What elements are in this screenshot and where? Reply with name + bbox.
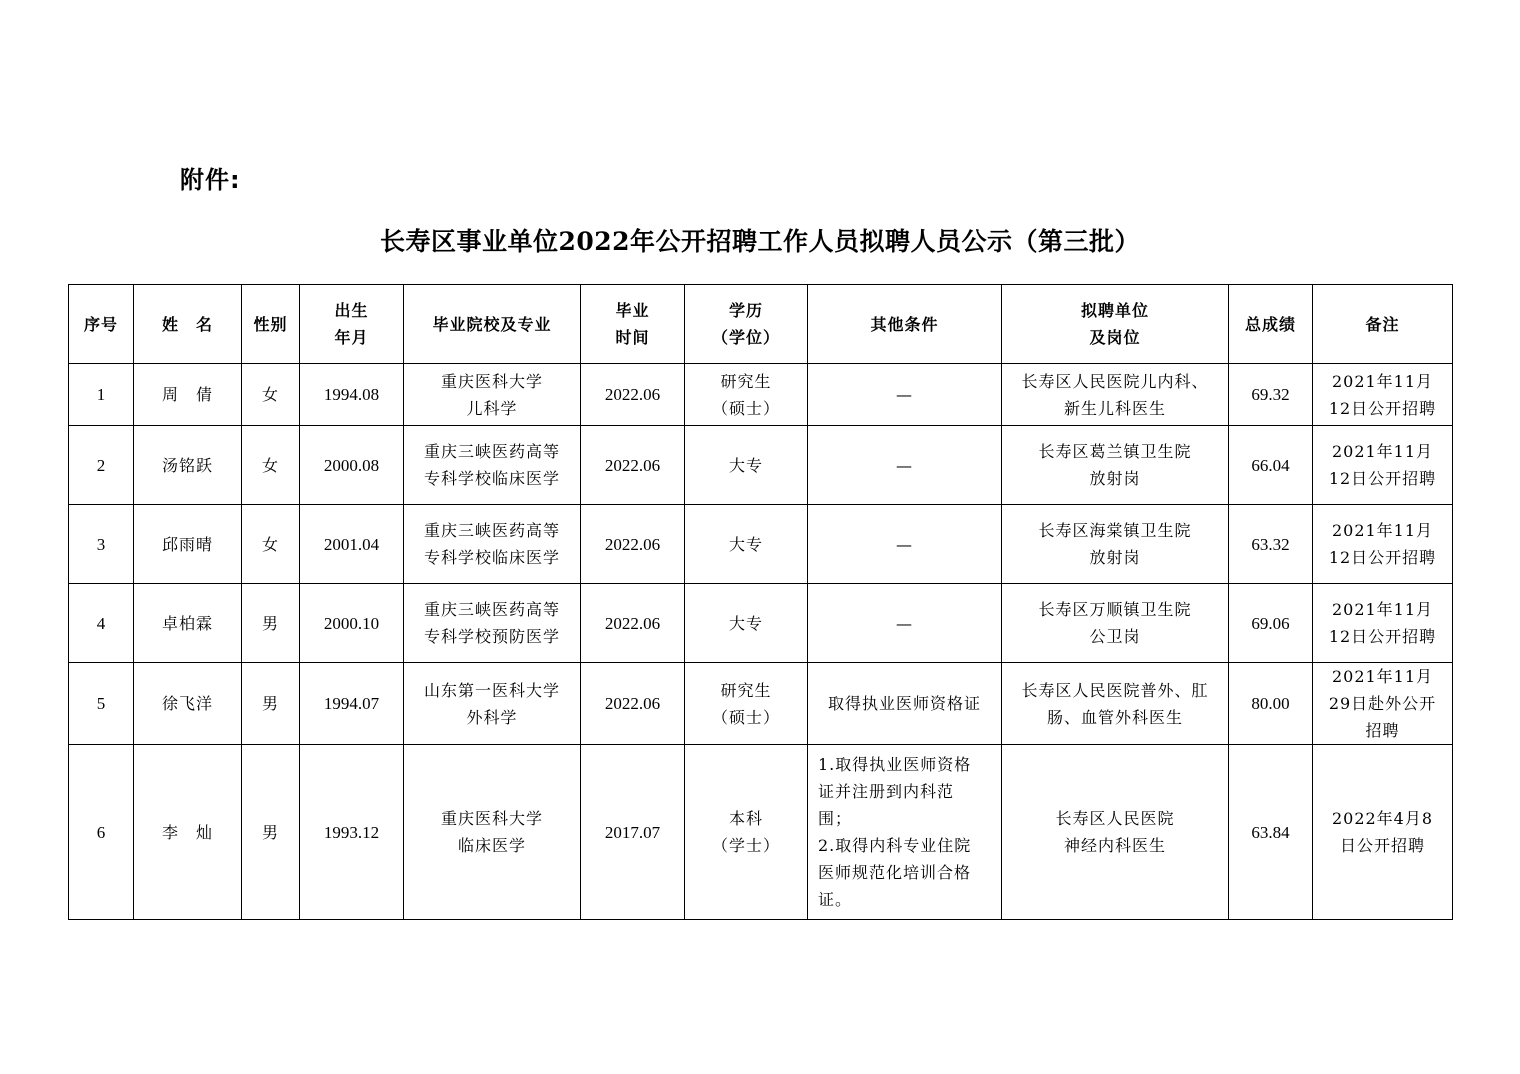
cell-unit-position — [1002, 584, 1229, 663]
cell-line: 重庆三峡医药高等 — [423, 521, 560, 540]
cell-line: 长寿区人民医院儿内科、 — [1021, 371, 1209, 391]
cell-line: 2021年11月 — [1331, 600, 1434, 619]
cell-remarks — [1313, 663, 1453, 745]
col-header-grad-date — [581, 285, 685, 364]
roster-table — [68, 284, 1453, 920]
col-header-school — [404, 285, 581, 364]
cell-birth: 1994.08 — [300, 364, 404, 426]
cell-grad-date: 2022.06 — [581, 584, 685, 663]
cell-line: 2022年4月8 — [1331, 809, 1434, 828]
cell-line: 围； — [818, 809, 853, 828]
cell-line: 长寿区葛兰镇卫生院 — [1038, 442, 1192, 461]
cell-birth: 2000.08 — [300, 426, 404, 505]
cell-line: — — [896, 455, 913, 475]
cell-line: 重庆医科大学 — [440, 371, 543, 391]
cell-line: 长寿区海棠镇卫生院 — [1038, 521, 1192, 540]
cell-line: 大专 — [728, 613, 763, 633]
cell-line: 重庆三峡医药高等 — [423, 600, 560, 619]
cell-no: 1 — [69, 364, 134, 426]
cell-grad-date: 2022.06 — [581, 505, 685, 584]
cell-line: 放射岗 — [1089, 469, 1141, 488]
header-line: 学历 — [728, 301, 763, 320]
cell-line: 儿科学 — [466, 398, 518, 418]
cell-line: 2021年11月 — [1331, 442, 1434, 461]
cell-line: 重庆医科大学 — [440, 809, 543, 828]
cell-degree — [685, 584, 808, 663]
header-line: （学位） — [711, 328, 780, 347]
header-line: 时间 — [615, 328, 650, 347]
header-line: 出生 — [334, 301, 369, 320]
cell-gender: 女 — [242, 426, 300, 505]
col-header-no — [69, 285, 134, 364]
cell-birth: 2000.10 — [300, 584, 404, 663]
cell-no: 6 — [69, 745, 134, 920]
cell-line: （硕士） — [711, 398, 780, 418]
cell-grad-date: 2022.06 — [581, 663, 685, 745]
cell-line: 专科学校预防医学 — [423, 627, 560, 646]
cell-name: 邱雨晴 — [134, 505, 242, 584]
cell-grad-date: 2017.07 — [581, 745, 685, 920]
cell-remarks — [1313, 426, 1453, 505]
table-row — [69, 364, 1453, 426]
col-header-name — [134, 285, 242, 364]
cell-line: 12日公开招聘 — [1328, 627, 1437, 646]
cell-line: 2021年11月 — [1331, 667, 1434, 686]
cell-birth: 1994.07 — [300, 663, 404, 745]
cell-name: 周 倩 — [134, 364, 242, 426]
header-line: 备注 — [1365, 314, 1400, 334]
cell-line: 放射岗 — [1089, 548, 1141, 567]
cell-other-conditions — [808, 663, 1002, 745]
cell-line: — — [896, 385, 913, 404]
cell-remarks — [1313, 505, 1453, 584]
cell-line: 研究生 — [720, 371, 772, 391]
cell-line: 2.取得内科专业住院 — [818, 836, 972, 855]
col-header-degree — [685, 285, 808, 364]
cell-birth: 1993.12 — [300, 745, 404, 920]
cell-degree — [685, 663, 808, 745]
header-line: 性别 — [253, 314, 288, 334]
cell-school — [404, 364, 581, 426]
cell-gender: 男 — [242, 745, 300, 920]
cell-school — [404, 745, 581, 920]
header-line: 毕业院校及专业 — [432, 314, 552, 334]
cell-name: 卓柏霖 — [134, 584, 242, 663]
cell-line: 长寿区人民医院 — [1055, 809, 1175, 828]
col-header-other-conditions — [808, 285, 1002, 364]
cell-total-score: 63.32 — [1229, 505, 1313, 584]
cell-school — [404, 663, 581, 745]
cell-other-conditions — [808, 426, 1002, 505]
cell-gender: 男 — [242, 584, 300, 663]
cell-total-score: 69.32 — [1229, 364, 1313, 426]
cell-unit-position — [1002, 663, 1229, 745]
cell-name: 李 灿 — [134, 745, 242, 920]
cell-line: 1.取得执业医师资格 — [818, 755, 972, 774]
header-line: 总成绩 — [1244, 314, 1296, 334]
cell-line: 本科 — [728, 809, 763, 828]
cell-other-conditions — [808, 364, 1002, 426]
header-line: 姓 名 — [161, 314, 213, 334]
cell-gender: 女 — [242, 505, 300, 584]
cell-grad-date: 2022.06 — [581, 364, 685, 426]
cell-other-conditions — [808, 505, 1002, 584]
cell-line: — — [896, 534, 913, 554]
cell-unit-position — [1002, 505, 1229, 584]
cell-remarks — [1313, 584, 1453, 663]
cell-line: 公卫岗 — [1089, 627, 1141, 646]
cell-line: 证。 — [818, 890, 853, 909]
cell-unit-position — [1002, 426, 1229, 505]
table-row — [69, 426, 1453, 505]
cell-line: 招聘 — [1365, 721, 1400, 740]
cell-total-score: 80.00 — [1229, 663, 1313, 745]
col-header-total-score — [1229, 285, 1313, 364]
cell-line: — — [896, 613, 913, 633]
cell-gender: 女 — [242, 364, 300, 426]
cell-birth: 2001.04 — [300, 505, 404, 584]
cell-line: （学士） — [711, 836, 780, 855]
cell-line: 重庆三峡医药高等 — [423, 442, 560, 461]
table-row — [69, 663, 1453, 745]
cell-degree — [685, 426, 808, 505]
cell-line: 长寿区人民医院普外、肛 — [1021, 680, 1209, 700]
cell-line: 研究生 — [720, 680, 772, 700]
cell-degree — [685, 364, 808, 426]
cell-no: 5 — [69, 663, 134, 745]
cell-line: 2021年11月 — [1331, 521, 1434, 540]
cell-line: 肠、血管外科医生 — [1046, 707, 1183, 727]
cell-name: 汤铭跃 — [134, 426, 242, 505]
document-title: 长寿区事业单位2022年公开招聘工作人员拟聘人员公示（第三批） — [379, 227, 1141, 256]
cell-remarks — [1313, 745, 1453, 920]
cell-line: 2021年11月 — [1331, 371, 1434, 391]
cell-line: 临床医学 — [457, 836, 526, 855]
cell-school — [404, 426, 581, 505]
cell-grad-date: 2022.06 — [581, 426, 685, 505]
cell-total-score: 69.06 — [1229, 584, 1313, 663]
attachment-label: 附件: — [180, 166, 241, 194]
cell-other-conditions — [808, 584, 1002, 663]
header-line: 拟聘单位 — [1080, 301, 1149, 320]
cell-line: 取得执业医师资格证 — [827, 694, 981, 713]
cell-line: 12日公开招聘 — [1328, 548, 1437, 567]
cell-line: 山东第一医科大学 — [423, 680, 560, 700]
cell-line: 大专 — [728, 455, 763, 475]
cell-line: 外科学 — [466, 707, 518, 727]
cell-line: 专科学校临床医学 — [423, 548, 560, 567]
cell-line: 长寿区万顺镇卫生院 — [1038, 600, 1192, 619]
cell-line: 日公开招聘 — [1339, 836, 1425, 855]
cell-gender: 男 — [242, 663, 300, 745]
col-header-birth — [300, 285, 404, 364]
table-row — [69, 745, 1453, 920]
col-header-remarks — [1313, 285, 1453, 364]
cell-other-conditions — [808, 745, 1002, 920]
header-line: 年月 — [334, 328, 369, 347]
cell-school — [404, 584, 581, 663]
table-header-row — [69, 285, 1453, 364]
header-line: 毕业 — [615, 301, 650, 320]
cell-remarks — [1313, 364, 1453, 426]
cell-total-score: 66.04 — [1229, 426, 1313, 505]
col-header-gender — [242, 285, 300, 364]
cell-total-score: 63.84 — [1229, 745, 1313, 920]
cell-line: 12日公开招聘 — [1328, 398, 1437, 418]
cell-line: 大专 — [728, 534, 763, 554]
header-line: 及岗位 — [1089, 328, 1141, 347]
cell-no: 4 — [69, 584, 134, 663]
cell-line: 医师规范化培训合格 — [818, 863, 972, 882]
cell-line: 12日公开招聘 — [1328, 469, 1437, 488]
cell-unit-position — [1002, 745, 1229, 920]
col-header-unit-position — [1002, 285, 1229, 364]
cell-line: （硕士） — [711, 707, 780, 727]
cell-line: 新生儿科医生 — [1063, 398, 1166, 418]
table-row — [69, 505, 1453, 584]
table-row — [69, 584, 1453, 663]
cell-school — [404, 505, 581, 584]
cell-unit-position — [1002, 364, 1229, 426]
cell-no: 3 — [69, 505, 134, 584]
cell-no: 2 — [69, 426, 134, 505]
header-line: 其他条件 — [870, 314, 939, 334]
cell-degree — [685, 505, 808, 584]
cell-name: 徐飞洋 — [134, 663, 242, 745]
cell-line: 专科学校临床医学 — [423, 469, 560, 488]
cell-line: 证并注册到内科范 — [818, 782, 955, 801]
cell-line: 29日赴外公开 — [1328, 694, 1437, 713]
cell-line: 神经内科医生 — [1063, 836, 1166, 855]
cell-degree — [685, 745, 808, 920]
header-line: 序号 — [83, 314, 118, 334]
